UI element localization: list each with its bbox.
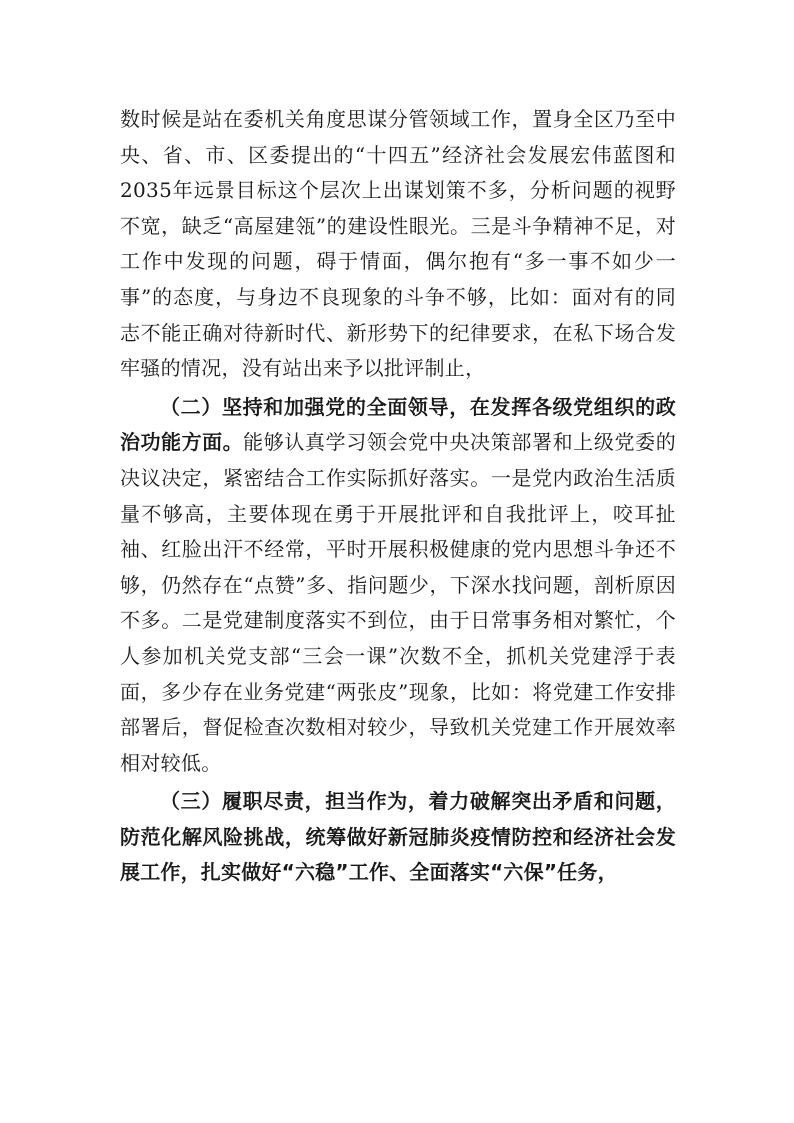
section-heading: （三）履职尽责，担当作为，着力破解突出矛盾和问题，防范化解风险挑战，统筹做好新冠肺炎疫情防控和经济社会发展工作，扎实做好“六稳”工作、全面落实“六保”任务， xyxy=(120,789,676,885)
paragraph-continuation xyxy=(120,102,676,387)
paragraph-text: 能够认真学习领会党中央决策部署和上级党委的决议决定，紧密结合工作实际抓好落实。一是党内政治生活质量不够高，主要体现在勇于开展批评和自我批评上，咬耳扯袖、红脸出汗不经常，平时开展积极健康的党内思想斗争还不够，仍然存在“点赞”多、指问题少，下深水找问题，剖析原因不多。二是党建制度落实不到位，由于日常事务相对繁忙，个人参加机关党支部“三会一课”次数不全，抓机关党建浮于表面，多少存在业务党建“两张皮”现象，比如：将党建工作安排部署后，督促检查次数相对较少，导致机关党建工作开展效率相对较低。 xyxy=(120,430,676,775)
document-body xyxy=(120,102,676,891)
section-heading: （二）坚持和加强党的全面领导，在发挥各级党组织的政治功能方面。 xyxy=(120,394,676,455)
paragraph-text: 数时候是站在委机关角度思谋分管领域工作，置身全区乃至中央、省、市、区委提出的“十四五”经济社会发展宏伟蓝图和2035年远景目标这个层次上出谋划策不多，分析问题的视野不宽，缺乏“高屋建瓴”的建设性眼光。三是斗争精神不足，对工作中发现的问题，碍于情面，偶尔抱有“多一事不如少一事”的态度，与身边不良现象的斗争不够，比如：面对有的同志不能正确对待新时代、新形势下的纪律要求，在私下场合发牢骚的情况，没有站出来予以批评制止， xyxy=(120,107,676,381)
paragraph-section-2 xyxy=(120,390,676,782)
paragraph-section-3 xyxy=(120,784,676,891)
